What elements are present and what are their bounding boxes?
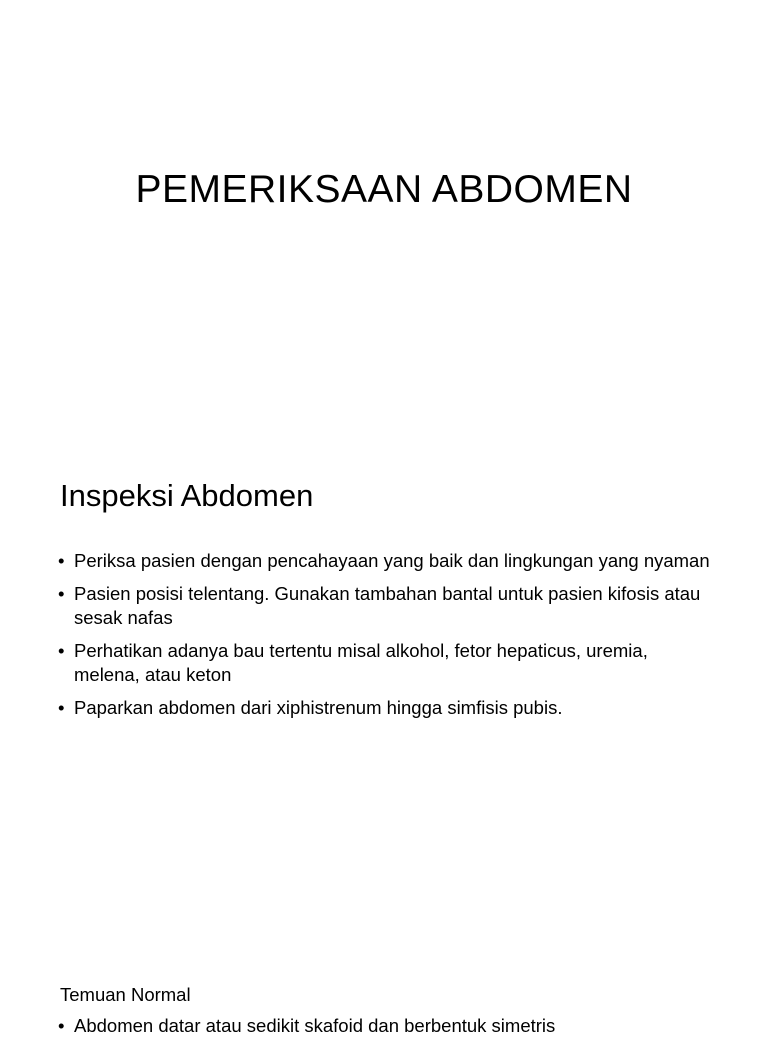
bullet-text: Paparkan abdomen dari xiphistrenum hingga simfisis pubis. (74, 697, 563, 718)
bullet-icon: • (58, 550, 65, 571)
temuan-normal-label: Temuan Normal (60, 984, 191, 1005)
list-item (58, 639, 718, 687)
list-item (58, 696, 718, 720)
bullet-icon: • (58, 583, 65, 604)
list-item (58, 1014, 718, 1038)
temuan-bullet-list (58, 1014, 718, 1047)
list-item (58, 549, 718, 573)
bullet-icon: • (58, 697, 65, 718)
bullet-text: Abdomen datar atau sedikit skafoid dan berbentuk simetris (74, 1015, 556, 1036)
bullet-icon: • (58, 1015, 65, 1036)
bullet-text: Pasien posisi telentang. Gunakan tambahan bantal untuk pasien kifosis atau sesak nafas (74, 583, 701, 628)
list-item (58, 582, 718, 630)
bullet-icon: • (58, 640, 65, 661)
inspeksi-bullet-list (58, 549, 718, 729)
section-heading-inspeksi: Inspeksi Abdomen (60, 478, 314, 513)
bullet-text: Periksa pasien dengan pencahayaan yang baik dan lingkungan yang nyaman (74, 550, 710, 571)
slide-title: PEMERIKSAAN ABDOMEN (135, 168, 633, 211)
bullet-text: Perhatikan adanya bau tertentu misal alkohol, fetor hepaticus, uremia, melena, atau keton (74, 640, 648, 685)
